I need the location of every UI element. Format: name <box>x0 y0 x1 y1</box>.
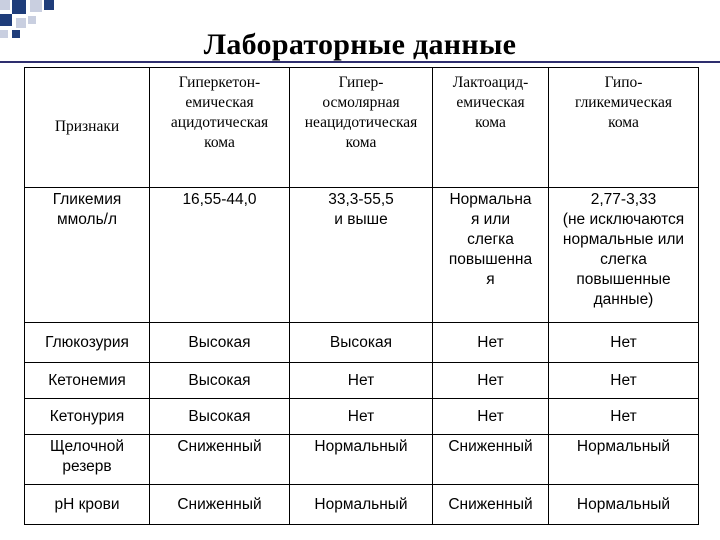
table-row <box>25 485 699 525</box>
table-cell: Сниженный <box>433 435 549 485</box>
table-cell: Нет <box>549 399 699 435</box>
header-cell: Гипер- осмолярная неацидотическая кома <box>290 68 433 188</box>
table-cell: Гликемия ммоль/л <box>25 188 150 323</box>
page-title: Лабораторные данные <box>203 28 517 61</box>
table-cell: 33,3-55,5 и выше <box>290 188 433 323</box>
table-cell: 2,77-3,33 (не исключаются нормальные или слегка повышенные данные) <box>549 188 699 323</box>
table-cell: pH крови <box>25 485 150 525</box>
table-cell: Высокая <box>150 363 290 399</box>
table-cell: Нет <box>549 363 699 399</box>
title-underline <box>0 61 720 63</box>
deco-square <box>30 0 42 12</box>
table-cell: Сниженный <box>433 485 549 525</box>
table-cell: Высокая <box>150 399 290 435</box>
table-cell: Нет <box>433 363 549 399</box>
table-cell: Нормальный <box>549 485 699 525</box>
table-cell: Нормальный <box>290 435 433 485</box>
deco-square <box>16 18 26 28</box>
table-cell: Кетонурия <box>25 399 150 435</box>
table-cell: Высокая <box>150 323 290 363</box>
table-cell: Нет <box>433 323 549 363</box>
table-cell: Нормальный <box>290 485 433 525</box>
table-cell: Кетонемия <box>25 363 150 399</box>
table-cell: Сниженный <box>150 435 290 485</box>
table-row <box>25 435 699 485</box>
deco-square <box>0 14 12 26</box>
table-cell: Щелочной резерв <box>25 435 150 485</box>
lab-data-table <box>24 67 699 525</box>
table-row <box>25 399 699 435</box>
header-cell: Лактоацид- емическая кома <box>433 68 549 188</box>
table-cell: Высокая <box>290 323 433 363</box>
deco-square <box>44 0 54 10</box>
header-cell: Признаки <box>25 68 150 188</box>
header-cell: Гипо- гликемическая кома <box>549 68 699 188</box>
table-cell: Нет <box>290 363 433 399</box>
table-row <box>25 363 699 399</box>
table-row <box>25 188 699 323</box>
deco-square <box>28 16 36 24</box>
table-cell: Нормальный <box>549 435 699 485</box>
table-cell: Сниженный <box>150 485 290 525</box>
table-header-row <box>25 68 699 188</box>
table-cell: Нет <box>549 323 699 363</box>
table-cell: Глюкозурия <box>25 323 150 363</box>
header-cell: Гиперкетон- емическая ацидотическая кома <box>150 68 290 188</box>
deco-square <box>0 0 10 10</box>
table-cell: 16,55-44,0 <box>150 188 290 323</box>
table-cell: Нет <box>290 399 433 435</box>
deco-square <box>12 0 26 14</box>
table-cell: Нет <box>433 399 549 435</box>
table-row <box>25 323 699 363</box>
table-cell: Нормальна я или слегка повышенна я <box>433 188 549 323</box>
